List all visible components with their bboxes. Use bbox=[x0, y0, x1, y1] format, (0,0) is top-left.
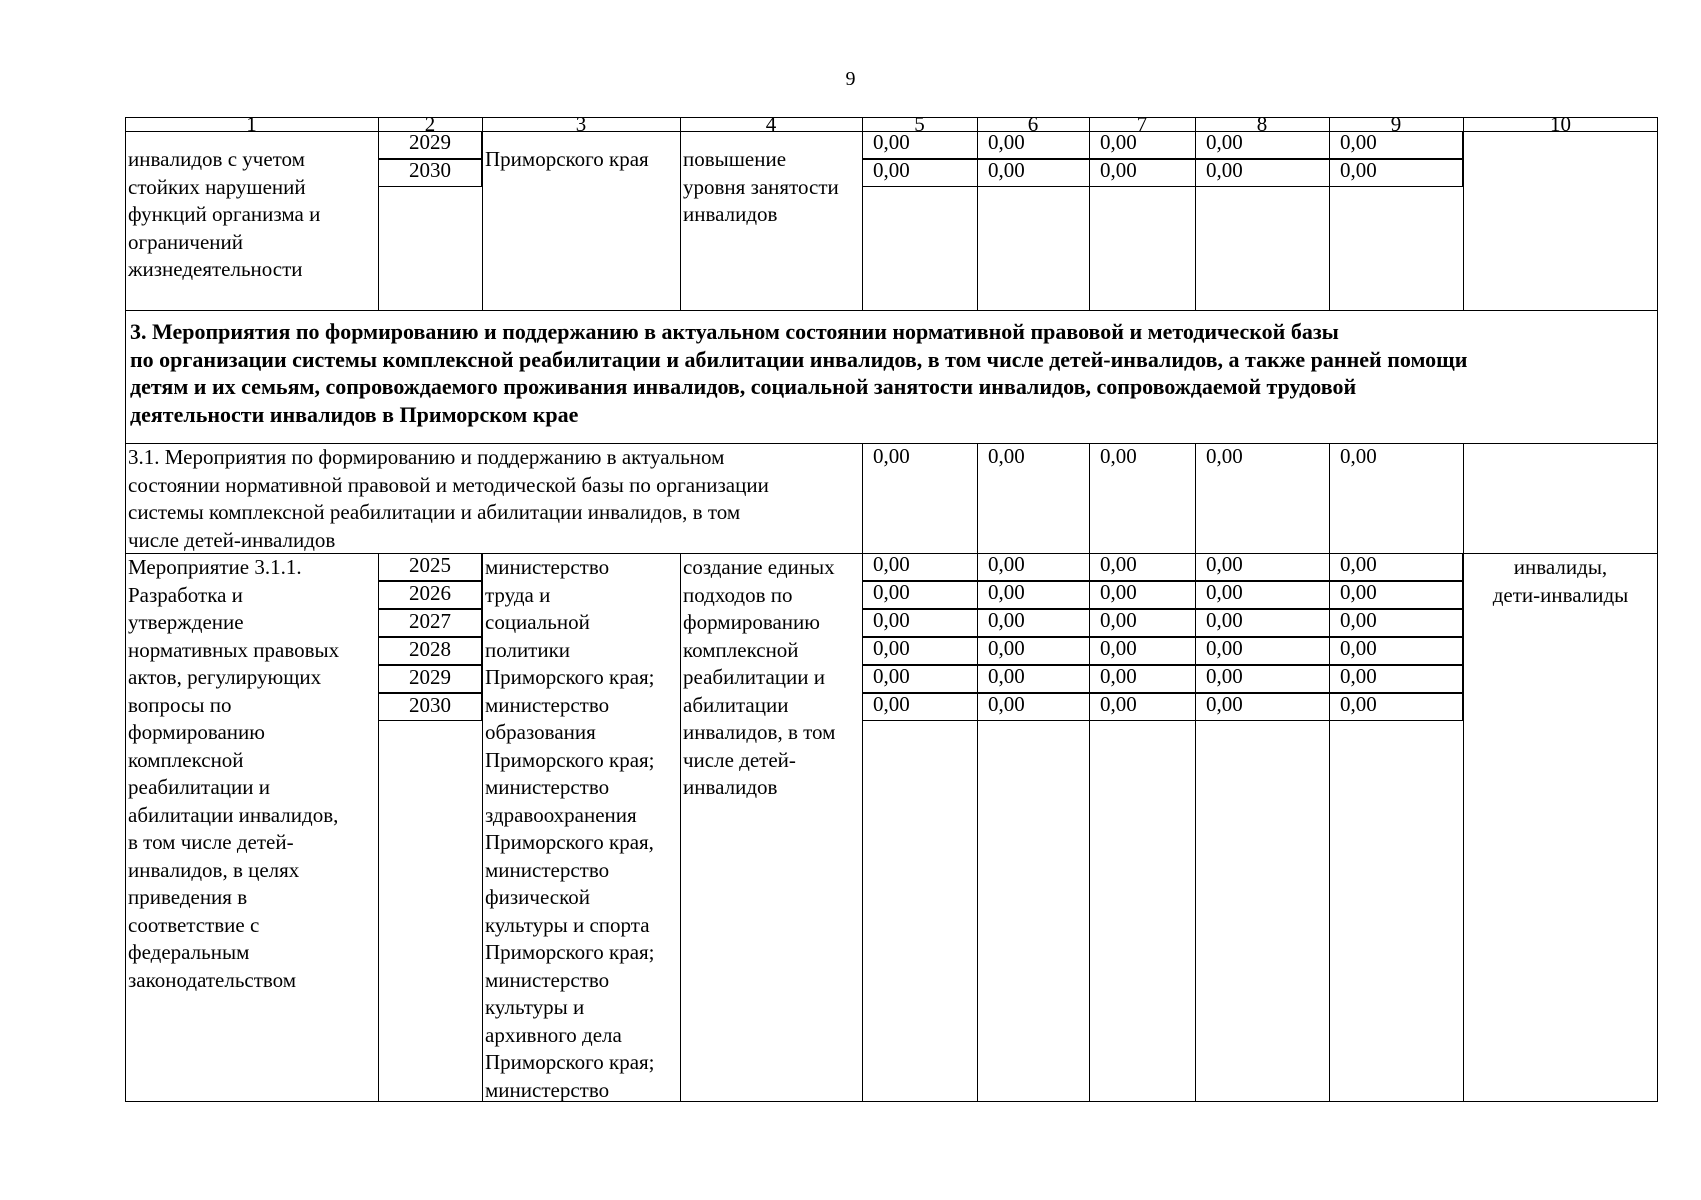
value-cell: 0,00 bbox=[1206, 444, 1243, 468]
value-cell: 0,00 bbox=[1206, 692, 1243, 716]
table-rule bbox=[1463, 443, 1464, 553]
measure-3-1-1-result: создание единых подходов по формированию комплексной реабилитации и абилитации инвалидов, в том числе детей- инвалидов bbox=[683, 555, 836, 799]
year-label: 2029 bbox=[409, 130, 451, 154]
measure-3-1-1-responsible: министерство труда и социальной политики Приморского края; министерство образования Приморского края; министерство здравоохранения Приморского края, министерство физической культуры и спорта Приморского края; министерство культуры и архивного дела Приморского края; министерство bbox=[485, 555, 655, 1102]
value-cell: 0,00 bbox=[873, 580, 910, 604]
section-3-title: 3. Мероприятия по формированию и поддержанию в актуальном состоянии нормативной правовой и методической базы по организации системы комплексной реабилитации и абилитации инвалидов, в том числе детей-инвалидов, а также ранней помощи детям и их семьям, сопровождаемого проживания инвалидов, социальной занятости инвалидов, сопровождаемой трудовой деятельности инвалидов в Приморском крае bbox=[130, 319, 1468, 427]
table-rule bbox=[1195, 443, 1196, 553]
value-cell: 0,00 bbox=[988, 130, 1025, 154]
row-3-1-description: 3.1. Мероприятия по формированию и поддержанию в актуальном состоянии нормативной правовой и методической базы по организации системы комплексной реабилитации и абилитации инвалидов, в том числе детей-инвалидов bbox=[128, 445, 769, 552]
value-cell: 0,00 bbox=[988, 692, 1025, 716]
value-cell: 0,00 bbox=[1100, 552, 1137, 576]
value-cell: 0,00 bbox=[1340, 692, 1377, 716]
value-cell: 0,00 bbox=[1100, 664, 1137, 688]
value-cell: 0,00 bbox=[1340, 636, 1377, 660]
value-cell: 0,00 bbox=[1206, 636, 1243, 660]
column-number-6: 6 bbox=[1027, 112, 1039, 136]
value-cell: 0,00 bbox=[1340, 552, 1377, 576]
value-cell: 0,00 bbox=[1100, 692, 1137, 716]
table-rule bbox=[1463, 131, 1464, 310]
column-number-2: 2 bbox=[424, 112, 436, 136]
year-label: 2027 bbox=[409, 609, 451, 633]
value-cell: 0,00 bbox=[873, 692, 910, 716]
page-number: 9 bbox=[845, 68, 856, 90]
value-cell: 0,00 bbox=[1340, 664, 1377, 688]
row-rule bbox=[125, 310, 1658, 311]
column-number-3: 3 bbox=[575, 112, 587, 136]
table-rule bbox=[862, 443, 863, 553]
row-a-description: инвалидов с учетом стойких нарушений функций организма и ограничений жизнедеятельности bbox=[128, 147, 321, 281]
column-number-1: 1 bbox=[246, 112, 257, 136]
table-rule bbox=[482, 131, 483, 310]
value-cell: 0,00 bbox=[1100, 444, 1137, 468]
table-rule bbox=[977, 443, 978, 553]
row-a-result: повышение уровня занятости инвалидов bbox=[683, 147, 839, 226]
year-label: 2025 bbox=[409, 553, 451, 577]
value-cell: 0,00 bbox=[1340, 130, 1377, 154]
value-cell: 0,00 bbox=[1100, 636, 1137, 660]
table-rule bbox=[680, 131, 681, 310]
value-cell: 0,00 bbox=[873, 130, 910, 154]
year-label: 2030 bbox=[409, 693, 451, 717]
table-rule bbox=[482, 553, 483, 1102]
value-cell: 0,00 bbox=[1340, 580, 1377, 604]
measure-3-1-1-description: Мероприятие 3.1.1. Разработка и утверждение нормативных правовых актов, регулирующих вопросы по формированию комплексной реабилитации и абилитации инвалидов, в том числе детей- инвалидов, в целях приведения в соответствие с федеральным законодательством bbox=[128, 555, 340, 992]
year-label: 2030 bbox=[409, 158, 451, 182]
value-cell: 0,00 bbox=[1340, 444, 1377, 468]
value-cell: 0,00 bbox=[988, 664, 1025, 688]
value-cell: 0,00 bbox=[873, 608, 910, 632]
value-cell: 0,00 bbox=[1340, 158, 1377, 182]
measure-3-1-1-target-group: инвалиды, дети-инвалиды bbox=[1492, 555, 1629, 607]
value-cell: 0,00 bbox=[873, 552, 910, 576]
year-label: 2026 bbox=[409, 581, 451, 605]
column-number-5: 5 bbox=[914, 112, 925, 136]
value-cell: 0,00 bbox=[873, 444, 910, 468]
value-cell: 0,00 bbox=[1206, 552, 1243, 576]
value-cell: 0,00 bbox=[873, 158, 910, 182]
value-cell: 0,00 bbox=[1100, 158, 1137, 182]
value-cell: 0,00 bbox=[1206, 158, 1243, 182]
column-number-8: 8 bbox=[1256, 112, 1268, 136]
table-rule bbox=[1463, 553, 1464, 1102]
column-number-10: 10 bbox=[1550, 112, 1571, 136]
table-rule bbox=[1089, 443, 1090, 553]
table-rule bbox=[680, 553, 681, 1102]
column-number-9: 9 bbox=[1390, 112, 1402, 136]
value-cell: 0,00 bbox=[873, 636, 910, 660]
row-a-responsible: Приморского края bbox=[485, 147, 649, 171]
year-label: 2028 bbox=[409, 637, 451, 661]
value-cell: 0,00 bbox=[988, 636, 1025, 660]
value-cell: 0,00 bbox=[1340, 608, 1377, 632]
value-cell: 0,00 bbox=[873, 664, 910, 688]
value-cell: 0,00 bbox=[988, 580, 1025, 604]
year-label: 2029 bbox=[409, 665, 451, 689]
value-cell: 0,00 bbox=[1100, 130, 1137, 154]
value-cell: 0,00 bbox=[1100, 608, 1137, 632]
column-number-7: 7 bbox=[1136, 112, 1148, 136]
value-cell: 0,00 bbox=[1206, 664, 1243, 688]
value-cell: 0,00 bbox=[1206, 130, 1243, 154]
value-cell: 0,00 bbox=[988, 444, 1025, 468]
value-cell: 0,00 bbox=[988, 158, 1025, 182]
value-cell: 0,00 bbox=[1206, 608, 1243, 632]
value-cell: 0,00 bbox=[1206, 580, 1243, 604]
value-cell: 0,00 bbox=[988, 552, 1025, 576]
column-number-4: 4 bbox=[765, 112, 777, 136]
value-cell: 0,00 bbox=[988, 608, 1025, 632]
value-cell: 0,00 bbox=[1100, 580, 1137, 604]
table-rule bbox=[1329, 443, 1330, 553]
